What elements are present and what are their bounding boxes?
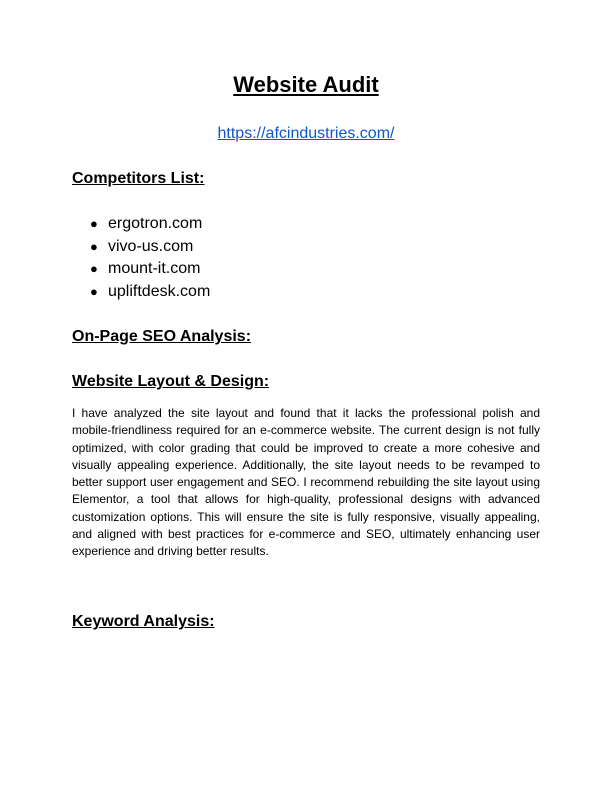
onpage-seo-heading: On-Page SEO Analysis:: [72, 328, 252, 345]
bullet-icon: ●: [90, 261, 98, 277]
bullet-icon: ●: [90, 284, 98, 300]
list-item: [90, 281, 210, 304]
list-item: [90, 213, 210, 236]
competitor-label: mount-it.com: [108, 260, 201, 278]
competitor-label: vivo-us.com: [108, 237, 194, 255]
site-url-container: [0, 124, 612, 144]
bullet-icon: ●: [90, 238, 98, 254]
list-item: [90, 236, 210, 259]
keyword-analysis-heading: Keyword Analysis:: [72, 613, 215, 630]
bullet-icon: ●: [90, 216, 98, 231]
layout-design-heading: Website Layout & Design:: [72, 373, 270, 390]
site-url-link[interactable]: https://afcindustries.com/: [217, 125, 395, 142]
competitors-heading: Competitors List:: [72, 170, 205, 187]
layout-design-paragraph: I have analyzed the site layout and found that it lacks the professional polish and mobile-friendliness required for an e-commerce website. The current design is not fully optimized, with color grading that could be improved to create a more cohesive and visually appealing experience. Additionally, the site layout needs to be revamped to better support user engagement and SEO. I recommend rebuilding the site layout using Elementor, a tool that allows for high-quality, professional designs with advanced customization options. This will ensure the site is fully responsive, visually appealing, and aligned with best practices for e-commerce and SEO, ultimately enhancing user experience and driving better results.: [72, 406, 540, 559]
competitor-label: ergotron.com: [108, 215, 203, 232]
competitor-label: upliftdesk.com: [108, 283, 211, 301]
page-title: Website Audit: [233, 72, 379, 97]
competitor-list: [90, 213, 210, 304]
list-item: [90, 258, 210, 281]
